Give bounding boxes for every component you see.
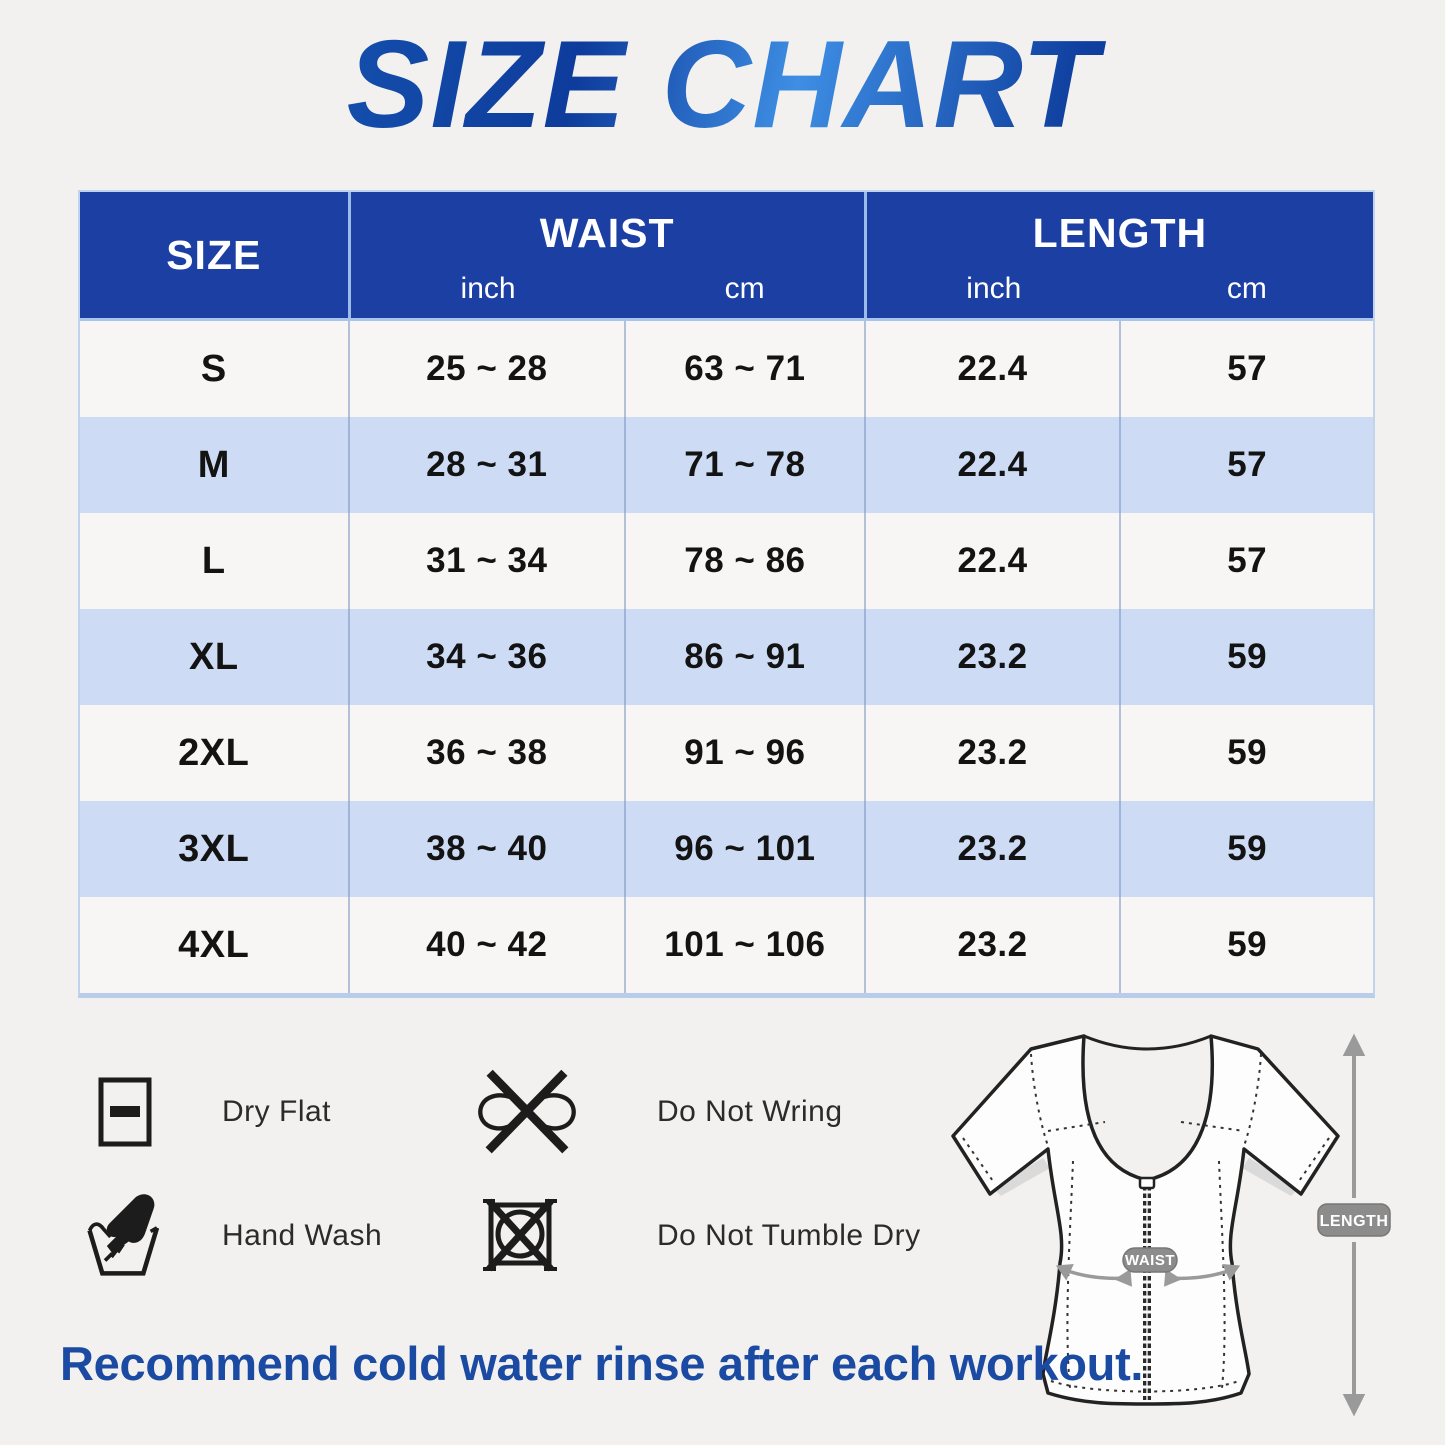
length-cm-cell: 59 bbox=[1119, 705, 1373, 801]
care-label: Hand Wash bbox=[222, 1219, 383, 1252]
length-unit-cm-label: cm bbox=[1226, 272, 1267, 305]
length-cm-cell: 59 bbox=[1119, 801, 1373, 897]
length-inch-cell: 22.4 bbox=[864, 513, 1120, 609]
column-header-length: LENGTH bbox=[1032, 210, 1208, 256]
waist-inch-cell: 34 ~ 36 bbox=[348, 609, 625, 705]
length-inch-cell: 23.2 bbox=[864, 705, 1120, 801]
length-cm-cell: 59 bbox=[1119, 609, 1373, 705]
care-item-dry-flat bbox=[97, 1066, 331, 1158]
hand-wash-icon bbox=[85, 1191, 222, 1281]
waist-cm-cell: 86 ~ 91 bbox=[624, 609, 864, 705]
waist-unit-cm-label: cm bbox=[724, 272, 765, 305]
column-header-waist: WAIST bbox=[539, 210, 675, 256]
garment-zipper-pull bbox=[1140, 1178, 1154, 1188]
do-not-wring-icon bbox=[474, 1066, 657, 1158]
length-unit-inch-label: inch bbox=[966, 272, 1022, 305]
table-row bbox=[80, 417, 1373, 513]
table-row bbox=[80, 897, 1373, 993]
size-cell: S bbox=[200, 347, 227, 390]
size-cell: 4XL bbox=[178, 923, 250, 966]
column-header-size: SIZE bbox=[166, 231, 262, 278]
size-cell: M bbox=[197, 443, 230, 486]
waist-cm-cell: 91 ~ 96 bbox=[624, 705, 864, 801]
length-inch-cell: 23.2 bbox=[864, 897, 1120, 993]
column-group-waist bbox=[348, 192, 864, 318]
care-label: Do Not Wring bbox=[657, 1095, 843, 1128]
waist-inch-cell: 40 ~ 42 bbox=[348, 897, 625, 993]
care-label: Do Not Tumble Dry bbox=[657, 1219, 921, 1252]
length-cm-cell: 57 bbox=[1119, 513, 1373, 609]
waist-cm-cell: 96 ~ 101 bbox=[624, 801, 864, 897]
table-row bbox=[80, 513, 1373, 609]
care-item-do-not-wring bbox=[474, 1066, 843, 1158]
table-row bbox=[80, 801, 1373, 897]
waist-cm-cell: 71 ~ 78 bbox=[624, 417, 864, 513]
garment-collar-line bbox=[1084, 1036, 1211, 1049]
length-inch-cell: 22.4 bbox=[864, 417, 1120, 513]
care-item-do-not-tumble-dry bbox=[481, 1190, 921, 1282]
page-title: SIZE CHART bbox=[0, 14, 1445, 156]
waist-inch-cell: 38 ~ 40 bbox=[348, 801, 625, 897]
length-cm-cell: 59 bbox=[1119, 897, 1373, 993]
size-cell: 3XL bbox=[178, 827, 250, 870]
waist-inch-cell: 31 ~ 34 bbox=[348, 513, 625, 609]
size-cell: 2XL bbox=[178, 731, 250, 774]
waist-inch-cell: 28 ~ 31 bbox=[348, 417, 625, 513]
length-inch-cell: 23.2 bbox=[864, 609, 1120, 705]
dry-flat-icon bbox=[97, 1077, 222, 1147]
size-table bbox=[78, 190, 1375, 998]
waist-unit-inch-label: inch bbox=[460, 272, 516, 305]
size-cell: XL bbox=[188, 635, 239, 678]
waist-cm-cell: 63 ~ 71 bbox=[624, 321, 864, 417]
do-not-tumble-dry-icon bbox=[481, 1193, 657, 1279]
size-cell: L bbox=[201, 539, 226, 582]
care-item-hand-wash bbox=[85, 1190, 382, 1282]
length-inch-cell: 23.2 bbox=[864, 801, 1120, 897]
waist-pill-label: WAIST bbox=[1125, 1252, 1175, 1269]
table-header-row bbox=[80, 192, 1373, 321]
length-inch-cell: 22.4 bbox=[864, 321, 1120, 417]
length-cm-cell: 57 bbox=[1119, 417, 1373, 513]
table-row bbox=[80, 705, 1373, 801]
care-label: Dry Flat bbox=[222, 1095, 331, 1128]
column-group-length bbox=[864, 192, 1373, 318]
length-cm-cell: 57 bbox=[1119, 321, 1373, 417]
waist-cm-cell: 101 ~ 106 bbox=[624, 897, 864, 993]
waist-cm-cell: 78 ~ 86 bbox=[624, 513, 864, 609]
waist-inch-cell: 25 ~ 28 bbox=[348, 321, 625, 417]
length-pill-label: LENGTH bbox=[1319, 1213, 1389, 1230]
table-row bbox=[80, 321, 1373, 417]
waist-inch-cell: 36 ~ 38 bbox=[348, 705, 625, 801]
footer-note: Recommend cold water rinse after each workout. bbox=[60, 1337, 1144, 1390]
table-row bbox=[80, 609, 1373, 705]
